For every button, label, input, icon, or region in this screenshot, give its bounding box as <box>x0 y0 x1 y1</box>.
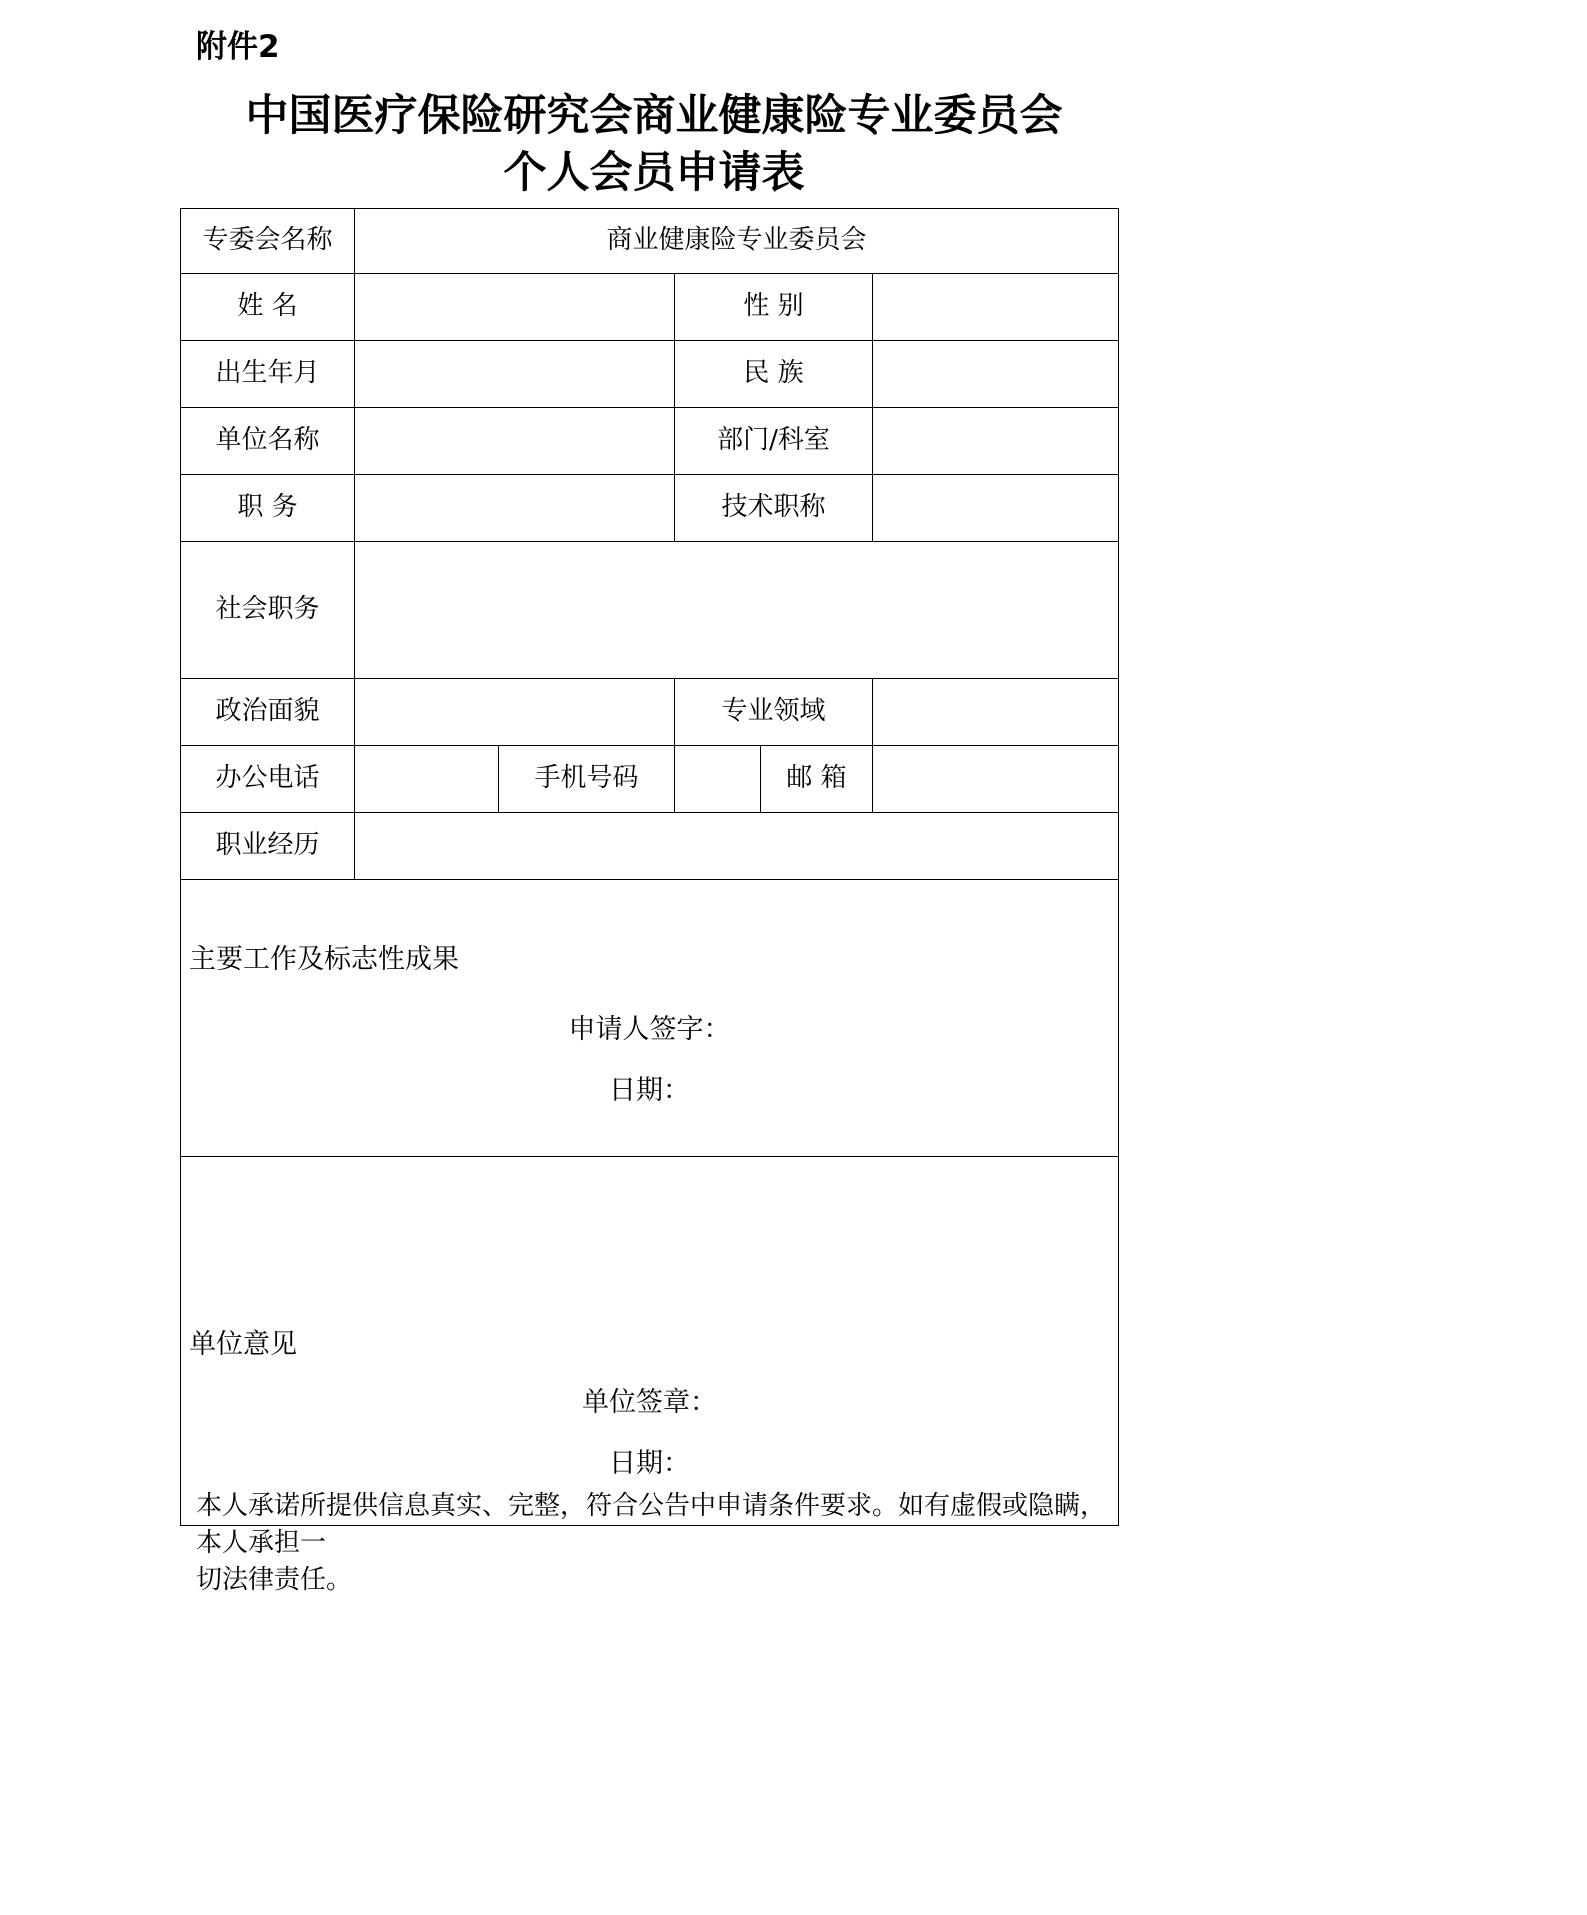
email-field[interactable] <box>873 746 1119 813</box>
table-row-political-status-field <box>181 679 1119 746</box>
email-label: 邮 箱 <box>761 746 873 813</box>
political-status-label: 政治面貌 <box>181 679 355 746</box>
ethnicity-label: 民 族 <box>675 341 873 408</box>
office-phone-field[interactable] <box>355 746 499 813</box>
name-label: 姓 名 <box>181 274 355 341</box>
employer-seal-area <box>181 1389 1118 1483</box>
professional-field-field[interactable] <box>873 679 1119 746</box>
page-title <box>180 88 1128 202</box>
mobile-field[interactable] <box>675 746 761 813</box>
office-phone-label: 办公电话 <box>181 746 355 813</box>
table-row-employer-department <box>181 408 1119 475</box>
applicant-signature-label[interactable]: 申请人签字： <box>568 1014 731 1046</box>
table-row-employer-opinion <box>181 1157 1119 1526</box>
employer-opinion-cell[interactable] <box>181 1157 1119 1526</box>
applicant-signature-area <box>181 1016 1118 1110</box>
table-row-social-position <box>181 542 1119 679</box>
employer-label: 单位名称 <box>181 408 355 475</box>
political-status-field[interactable] <box>355 679 675 746</box>
table-row-career <box>181 813 1119 880</box>
employer-opinion-title: 单位意见 <box>189 1328 297 1360</box>
membership-application-table <box>180 208 1119 1526</box>
commitment-line-2: 切法律责任。 <box>196 1564 353 1595</box>
mobile-label: 手机号码 <box>499 746 675 813</box>
committee-name-label: 专委会名称 <box>181 209 355 274</box>
ethnicity-field[interactable] <box>873 341 1119 408</box>
position-label: 职 务 <box>181 475 355 542</box>
gender-label: 性 别 <box>675 274 873 341</box>
technical-title-label: 技术职称 <box>675 475 873 542</box>
gender-field[interactable] <box>873 274 1119 341</box>
birth-label: 出生年月 <box>181 341 355 408</box>
career-field[interactable] <box>355 813 1119 880</box>
achievements-title: 主要工作及标志性成果 <box>189 943 459 975</box>
applicant-date-label[interactable]: 日期： <box>609 1075 690 1107</box>
table-row-name-gender <box>181 274 1119 341</box>
commitment-line-1: 本人承诺所提供信息真实、完整，符合公告中申请条件要求。如有虚假或隐瞒，本人承担一 <box>196 1491 1107 1558</box>
table-row-birth-ethnicity <box>181 341 1119 408</box>
committee-name-value: 商业健康险专业委员会 <box>355 209 1119 274</box>
attachment-label: 附件2 <box>196 29 280 65</box>
department-label: 部门/科室 <box>675 408 873 475</box>
technical-title-field[interactable] <box>873 475 1119 542</box>
social-position-label: 社会职务 <box>181 542 355 679</box>
name-field[interactable] <box>355 274 675 341</box>
professional-field-label: 专业领域 <box>675 679 873 746</box>
commitment-note <box>196 1488 1122 1599</box>
achievements-cell[interactable] <box>181 880 1119 1157</box>
table-row-achievements <box>181 880 1119 1157</box>
department-field[interactable] <box>873 408 1119 475</box>
social-position-field[interactable] <box>355 542 1119 679</box>
employer-field[interactable] <box>355 408 675 475</box>
employer-date-label[interactable]: 日期： <box>609 1448 690 1480</box>
table-row-committee-name <box>181 209 1119 274</box>
position-field[interactable] <box>355 475 675 542</box>
employer-seal-label[interactable]: 单位签章： <box>582 1387 717 1419</box>
table-row-contact <box>181 746 1119 813</box>
page-title-line-1: 中国医疗保险研究会商业健康险专业委员会 <box>245 91 1063 141</box>
table-row-position-technical-title <box>181 475 1119 542</box>
page-title-line-2: 个人会员申请表 <box>503 147 805 198</box>
birth-field[interactable] <box>355 341 675 408</box>
career-label: 职业经历 <box>181 813 355 880</box>
